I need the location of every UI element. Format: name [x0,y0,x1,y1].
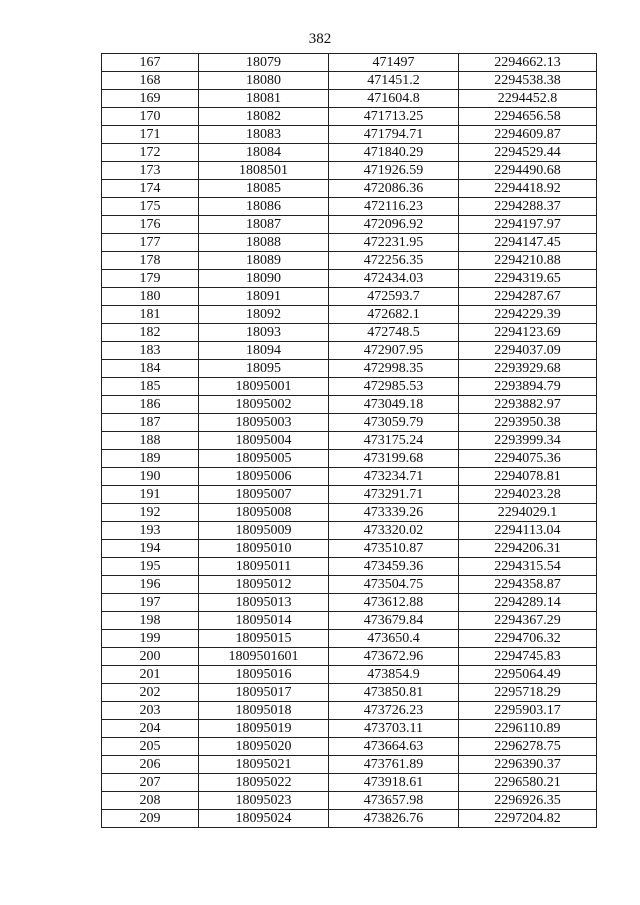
row-number-cell: 200 [102,648,199,666]
table-row [102,684,597,702]
table-row [102,162,597,180]
table-row [102,108,597,126]
table-row [102,648,597,666]
x-coordinate-cell: 473761.89 [329,756,459,774]
y-coordinate-cell: 2294538.38 [459,72,597,90]
row-number-cell: 203 [102,702,199,720]
x-coordinate-cell: 473726.23 [329,702,459,720]
y-coordinate-cell: 2294662.13 [459,54,597,72]
y-coordinate-cell: 2296390.37 [459,756,597,774]
x-coordinate-cell: 473672.96 [329,648,459,666]
row-number-cell: 201 [102,666,199,684]
row-number-cell: 184 [102,360,199,378]
x-coordinate-cell: 473199.68 [329,450,459,468]
y-coordinate-cell: 2294113.04 [459,522,597,540]
row-number-cell: 172 [102,144,199,162]
row-number-cell: 196 [102,576,199,594]
table-row [102,342,597,360]
x-coordinate-cell: 471713.25 [329,108,459,126]
table-row [102,522,597,540]
y-coordinate-cell: 2295064.49 [459,666,597,684]
table-row [102,576,597,594]
row-number-cell: 206 [102,756,199,774]
row-number-cell: 176 [102,216,199,234]
row-number-cell: 204 [102,720,199,738]
table-row [102,414,597,432]
point-id-cell: 18085 [199,180,329,198]
row-number-cell: 179 [102,270,199,288]
point-id-cell: 18095005 [199,450,329,468]
table-row [102,234,597,252]
table-row [102,810,597,828]
row-number-cell: 167 [102,54,199,72]
x-coordinate-cell: 472231.95 [329,234,459,252]
table-row [102,306,597,324]
y-coordinate-cell: 2294023.28 [459,486,597,504]
point-id-cell: 18082 [199,108,329,126]
table-row [102,144,597,162]
y-coordinate-cell: 2297204.82 [459,810,597,828]
x-coordinate-cell: 473234.71 [329,468,459,486]
x-coordinate-cell: 473826.76 [329,810,459,828]
table-row [102,612,597,630]
table-row [102,432,597,450]
table-row [102,702,597,720]
y-coordinate-cell: 2293999.34 [459,432,597,450]
row-number-cell: 190 [102,468,199,486]
x-coordinate-cell: 471604.8 [329,90,459,108]
table-row [102,720,597,738]
row-number-cell: 208 [102,792,199,810]
table-row [102,72,597,90]
point-id-cell: 18095009 [199,522,329,540]
x-coordinate-cell: 471794.71 [329,126,459,144]
row-number-cell: 187 [102,414,199,432]
y-coordinate-cell: 2293929.68 [459,360,597,378]
x-coordinate-cell: 473918.61 [329,774,459,792]
x-coordinate-cell: 473175.24 [329,432,459,450]
point-id-cell: 18095021 [199,756,329,774]
y-coordinate-cell: 2294210.88 [459,252,597,270]
table-row [102,540,597,558]
y-coordinate-cell: 2294289.14 [459,594,597,612]
y-coordinate-cell: 2294656.58 [459,108,597,126]
table-row [102,450,597,468]
x-coordinate-cell: 473850.81 [329,684,459,702]
point-id-cell: 18095022 [199,774,329,792]
y-coordinate-cell: 2294037.09 [459,342,597,360]
row-number-cell: 170 [102,108,199,126]
row-number-cell: 185 [102,378,199,396]
table-row [102,270,597,288]
x-coordinate-cell: 472096.92 [329,216,459,234]
y-coordinate-cell: 2294490.68 [459,162,597,180]
row-number-cell: 169 [102,90,199,108]
x-coordinate-cell: 471840.29 [329,144,459,162]
row-number-cell: 193 [102,522,199,540]
y-coordinate-cell: 2295718.29 [459,684,597,702]
row-number-cell: 189 [102,450,199,468]
table-row [102,198,597,216]
row-number-cell: 182 [102,324,199,342]
point-id-cell: 18095024 [199,810,329,828]
y-coordinate-cell: 2294418.92 [459,180,597,198]
x-coordinate-cell: 473664.63 [329,738,459,756]
x-coordinate-cell: 472116.23 [329,198,459,216]
y-coordinate-cell: 2296926.35 [459,792,597,810]
x-coordinate-cell: 472985.53 [329,378,459,396]
table-row [102,666,597,684]
y-coordinate-cell: 2294075.36 [459,450,597,468]
table-row [102,288,597,306]
table-row [102,558,597,576]
table-row [102,54,597,72]
x-coordinate-cell: 473291.71 [329,486,459,504]
y-coordinate-cell: 2296580.21 [459,774,597,792]
point-id-cell: 18095012 [199,576,329,594]
point-id-cell: 18095007 [199,486,329,504]
y-coordinate-cell: 2294078.81 [459,468,597,486]
point-id-cell: 18095013 [199,594,329,612]
y-coordinate-cell: 2294319.65 [459,270,597,288]
point-id-cell: 18086 [199,198,329,216]
table-row [102,504,597,522]
row-number-cell: 178 [102,252,199,270]
y-coordinate-cell: 2296110.89 [459,720,597,738]
point-id-cell: 1808501 [199,162,329,180]
x-coordinate-cell: 473679.84 [329,612,459,630]
point-id-cell: 18081 [199,90,329,108]
x-coordinate-cell: 473650.4 [329,630,459,648]
table-row [102,594,597,612]
point-id-cell: 1809501601 [199,648,329,666]
point-id-cell: 18095016 [199,666,329,684]
row-number-cell: 180 [102,288,199,306]
table-row [102,738,597,756]
y-coordinate-cell: 2293950.38 [459,414,597,432]
point-id-cell: 18083 [199,126,329,144]
point-id-cell: 18089 [199,252,329,270]
row-number-cell: 177 [102,234,199,252]
point-id-cell: 18095 [199,360,329,378]
x-coordinate-cell: 473320.02 [329,522,459,540]
point-id-cell: 18095010 [199,540,329,558]
point-id-cell: 18091 [199,288,329,306]
y-coordinate-cell: 2293894.79 [459,378,597,396]
table-row [102,216,597,234]
point-id-cell: 18092 [199,306,329,324]
coordinates-table [101,53,597,828]
point-id-cell: 18095017 [199,684,329,702]
y-coordinate-cell: 2294315.54 [459,558,597,576]
x-coordinate-cell: 472593.7 [329,288,459,306]
x-coordinate-cell: 472086.36 [329,180,459,198]
row-number-cell: 195 [102,558,199,576]
row-number-cell: 207 [102,774,199,792]
table-row [102,360,597,378]
row-number-cell: 209 [102,810,199,828]
table-row [102,180,597,198]
table-row [102,126,597,144]
x-coordinate-cell: 472256.35 [329,252,459,270]
point-id-cell: 18095014 [199,612,329,630]
y-coordinate-cell: 2295903.17 [459,702,597,720]
row-number-cell: 199 [102,630,199,648]
point-id-cell: 18095019 [199,720,329,738]
row-number-cell: 173 [102,162,199,180]
row-number-cell: 171 [102,126,199,144]
row-number-cell: 181 [102,306,199,324]
row-number-cell: 188 [102,432,199,450]
point-id-cell: 18080 [199,72,329,90]
point-id-cell: 18095001 [199,378,329,396]
point-id-cell: 18093 [199,324,329,342]
row-number-cell: 174 [102,180,199,198]
x-coordinate-cell: 473703.11 [329,720,459,738]
x-coordinate-cell: 471497 [329,54,459,72]
y-coordinate-cell: 2294288.37 [459,198,597,216]
x-coordinate-cell: 473612.88 [329,594,459,612]
x-coordinate-cell: 471926.59 [329,162,459,180]
row-number-cell: 198 [102,612,199,630]
table-row [102,630,597,648]
table-row [102,90,597,108]
x-coordinate-cell: 472998.35 [329,360,459,378]
row-number-cell: 202 [102,684,199,702]
point-id-cell: 18095004 [199,432,329,450]
point-id-cell: 18087 [199,216,329,234]
y-coordinate-cell: 2294287.67 [459,288,597,306]
x-coordinate-cell: 472434.03 [329,270,459,288]
x-coordinate-cell: 471451.2 [329,72,459,90]
x-coordinate-cell: 473049.18 [329,396,459,414]
row-number-cell: 192 [102,504,199,522]
x-coordinate-cell: 472907.95 [329,342,459,360]
coordinates-table-body [102,54,597,828]
table-row [102,792,597,810]
table-row [102,468,597,486]
y-coordinate-cell: 2294452.8 [459,90,597,108]
x-coordinate-cell: 473459.36 [329,558,459,576]
row-number-cell: 197 [102,594,199,612]
row-number-cell: 168 [102,72,199,90]
y-coordinate-cell: 2294229.39 [459,306,597,324]
y-coordinate-cell: 2294706.32 [459,630,597,648]
table-row [102,378,597,396]
row-number-cell: 191 [102,486,199,504]
point-id-cell: 18090 [199,270,329,288]
x-coordinate-cell: 473657.98 [329,792,459,810]
point-id-cell: 18088 [199,234,329,252]
y-coordinate-cell: 2294123.69 [459,324,597,342]
y-coordinate-cell: 2294206.31 [459,540,597,558]
point-id-cell: 18095018 [199,702,329,720]
table-row [102,396,597,414]
point-id-cell: 18095015 [199,630,329,648]
y-coordinate-cell: 2294529.44 [459,144,597,162]
row-number-cell: 175 [102,198,199,216]
y-coordinate-cell: 2294197.97 [459,216,597,234]
x-coordinate-cell: 473510.87 [329,540,459,558]
table-row [102,324,597,342]
y-coordinate-cell: 2296278.75 [459,738,597,756]
row-number-cell: 186 [102,396,199,414]
x-coordinate-cell: 473504.75 [329,576,459,594]
page-number: 382 [308,31,332,47]
table-row [102,252,597,270]
point-id-cell: 18079 [199,54,329,72]
table-row [102,486,597,504]
y-coordinate-cell: 2294367.29 [459,612,597,630]
y-coordinate-cell: 2294029.1 [459,504,597,522]
point-id-cell: 18084 [199,144,329,162]
row-number-cell: 205 [102,738,199,756]
point-id-cell: 18095020 [199,738,329,756]
x-coordinate-cell: 473059.79 [329,414,459,432]
point-id-cell: 18095003 [199,414,329,432]
y-coordinate-cell: 2294609.87 [459,126,597,144]
x-coordinate-cell: 472682.1 [329,306,459,324]
x-coordinate-cell: 472748.5 [329,324,459,342]
point-id-cell: 18095002 [199,396,329,414]
row-number-cell: 183 [102,342,199,360]
row-number-cell: 194 [102,540,199,558]
y-coordinate-cell: 2294745.83 [459,648,597,666]
point-id-cell: 18094 [199,342,329,360]
x-coordinate-cell: 473339.26 [329,504,459,522]
table-row [102,774,597,792]
x-coordinate-cell: 473854.9 [329,666,459,684]
point-id-cell: 18095023 [199,792,329,810]
y-coordinate-cell: 2293882.97 [459,396,597,414]
point-id-cell: 18095006 [199,468,329,486]
y-coordinate-cell: 2294358.87 [459,576,597,594]
point-id-cell: 18095011 [199,558,329,576]
point-id-cell: 18095008 [199,504,329,522]
y-coordinate-cell: 2294147.45 [459,234,597,252]
table-row [102,756,597,774]
